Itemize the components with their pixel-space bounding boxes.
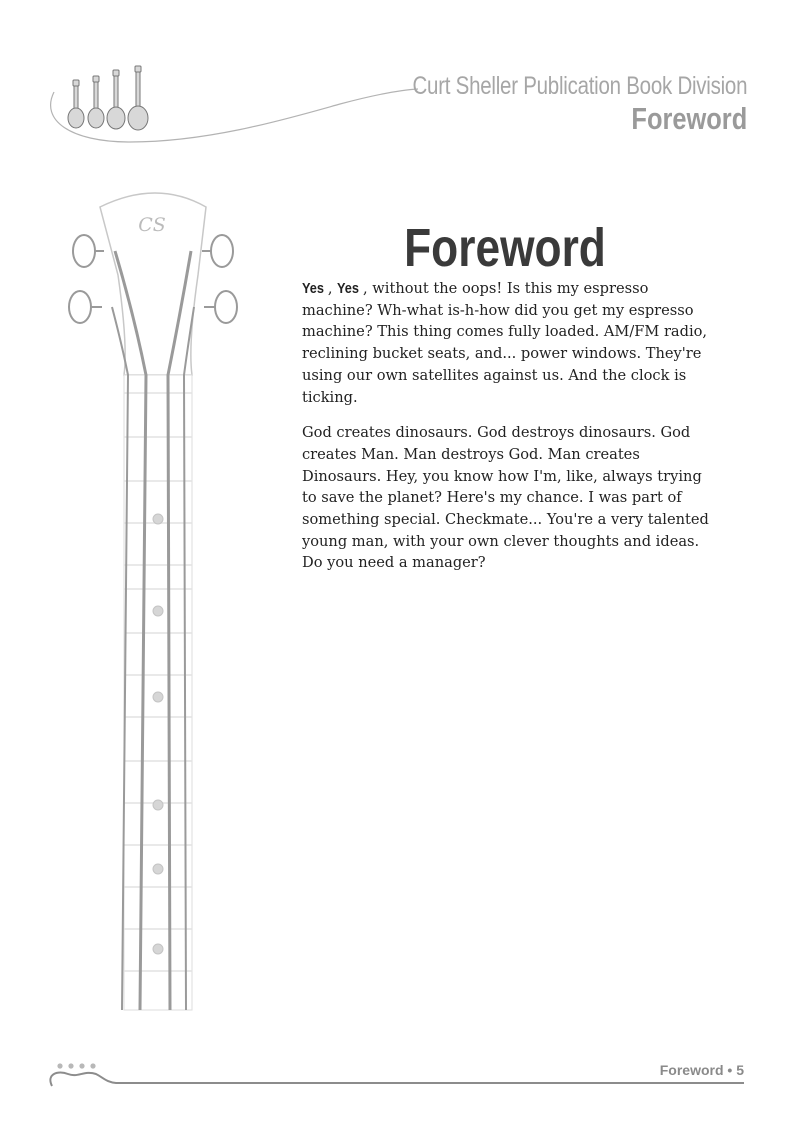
headstock-logo: CS bbox=[138, 214, 166, 236]
lead-separator: , bbox=[327, 280, 338, 297]
header-section-title: Foreword bbox=[631, 101, 747, 136]
body-text bbox=[302, 278, 712, 588]
ukulele-icon bbox=[68, 66, 148, 130]
ukulele-header-illustration bbox=[40, 60, 430, 150]
publisher-name: Curt Sheller Publication Book Division bbox=[412, 72, 747, 100]
lead-word: Yes bbox=[337, 280, 360, 297]
lead-word: Yes bbox=[302, 280, 324, 297]
footer-section: Foreword bbox=[659, 1062, 724, 1078]
footer-swoosh-illustration bbox=[44, 1060, 749, 1092]
page-title: Foreword bbox=[404, 218, 606, 278]
paragraph-1 bbox=[302, 278, 712, 408]
paragraph-1-text: , without the oops! Is this my espresso machine? Wh-what is-h-how did you get my espresso machine? This thing comes fully loaded. AM/FM radio, reclining bucket seats, and... power windows. They're using our own satellites against us. And the clock is ticking. bbox=[302, 280, 708, 406]
ukulele-neck-illustration bbox=[62, 185, 252, 1015]
page-number: 5 bbox=[736, 1062, 744, 1078]
footer-page-label bbox=[660, 1062, 744, 1078]
paragraph-2: God creates dinosaurs. God destroys dinosaurs. God creates Man. Man destroys God. Man creates Dinosaurs. Hey, you know how I'm, like, always trying to save the planet? Here's my chance. I was part of something special. Checkmate... You're a very talented young man, with your own clever thoughts and ideas. Do you need a manager? bbox=[302, 424, 709, 572]
footer-separator: • bbox=[723, 1062, 737, 1078]
